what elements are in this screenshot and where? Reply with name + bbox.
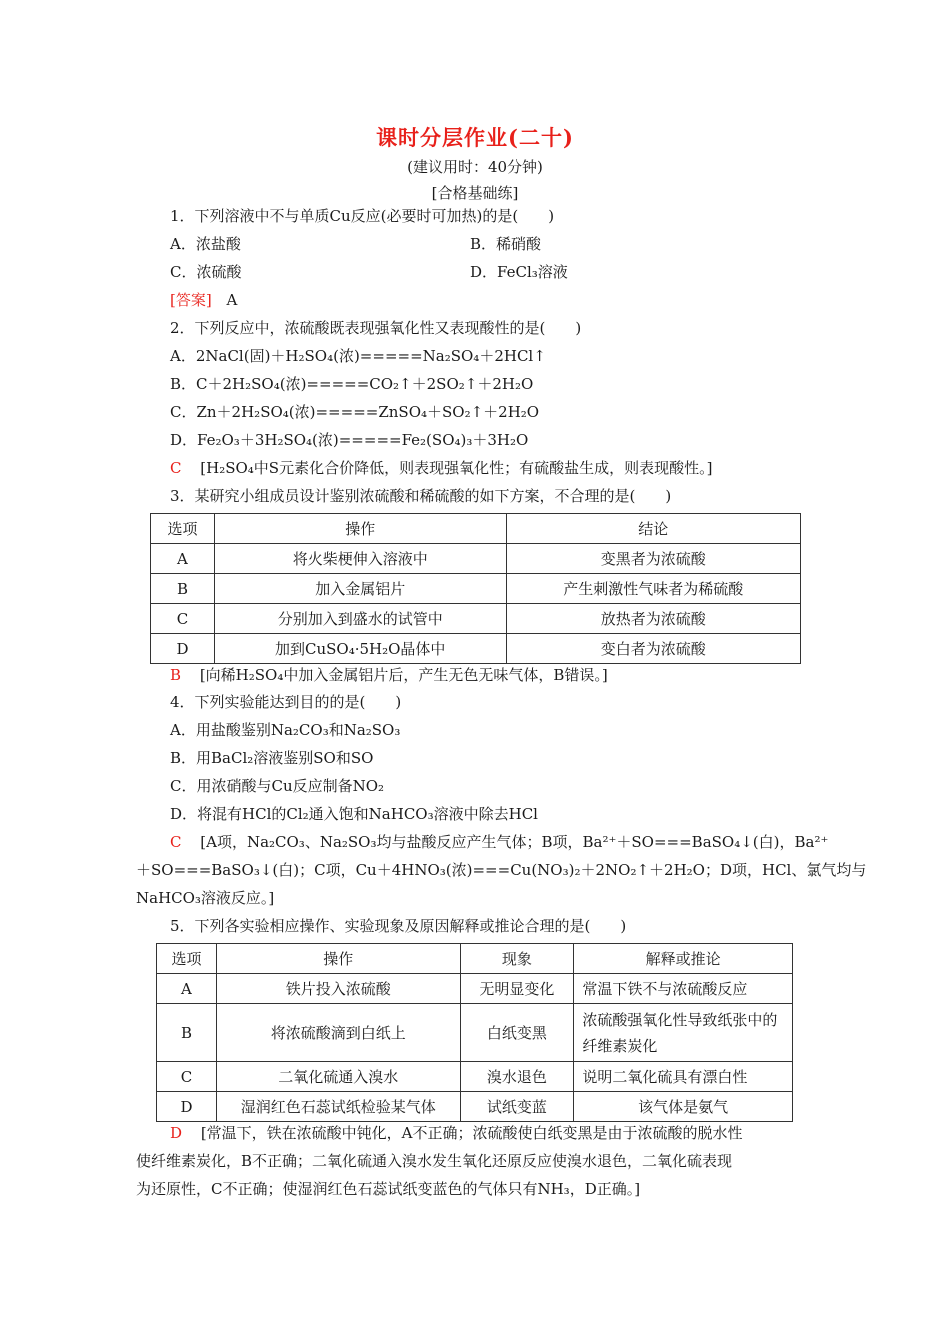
section-label: [合格基础练]: [431, 184, 519, 202]
q2-option-d: D．Fe₂O₃＋3H₂SO₄(浓)=====Fe₂(SO₄)₃＋3H₂O: [170, 431, 529, 449]
q1-stem: 1．下列溶液中不与单质Cu反应(必要时可加热)的是( ): [170, 207, 555, 225]
table-cell: D: [157, 1092, 217, 1122]
table-cell: B: [151, 574, 215, 604]
q4-answer: C: [170, 833, 182, 851]
q4-explanation-3: NaHCO₃溶液反应。]: [136, 889, 275, 907]
q1-option-b: B．稀硝酸: [470, 235, 542, 253]
table-cell: 说明二氧化硫具有漂白性: [574, 1062, 793, 1092]
q5-explanation-2: 使纤维素炭化，B不正确；二氧化硫通入溴水发生氧化还原反应使溴水退色，二氧化硫表现: [136, 1152, 733, 1170]
q5-stem: 5．下列各实验相应操作、实验现象及原因解释或推论合理的是( ): [170, 917, 627, 935]
table-row: [151, 634, 801, 664]
table-cell: D: [151, 634, 215, 664]
q3-header-conclusion: 结论: [506, 514, 800, 544]
q5-header-explanation: 解释或推论: [574, 944, 793, 974]
q3-stem: 3．某研究小组成员设计鉴别浓硫酸和稀硫酸的如下方案，不合理的是( ): [170, 487, 672, 505]
q2-option-c: C．Zn＋2H₂SO₄(浓)=====ZnSO₄＋SO₂↑＋2H₂O: [170, 403, 540, 421]
q3-answer-line: [170, 665, 608, 685]
q1-option-a: A．浓盐酸: [170, 235, 241, 253]
table-cell: A: [157, 974, 217, 1004]
table-cell: B: [157, 1004, 217, 1062]
q1-answer: A: [226, 291, 238, 309]
table-row: [151, 574, 801, 604]
table-cell: 产生刺激性气味者为稀硫酸: [506, 574, 800, 604]
table-cell: 常温下铁不与浓硫酸反应: [574, 974, 793, 1004]
table-cell: 加到CuSO₄·5H₂O晶体中: [214, 634, 506, 664]
table-row: [157, 1092, 793, 1122]
q4-option-d: D．将混有HCl的Cl₂通入饱和NaHCO₃溶液中除去HCl: [170, 805, 538, 823]
q5-header-operation: 操作: [216, 944, 460, 974]
q3-header-operation: 操作: [214, 514, 506, 544]
q2-option-a: A．2NaCl(固)＋H₂SO₄(浓)=====Na₂SO₄＋2HCl↑: [170, 347, 546, 365]
q3-header-option: 选项: [151, 514, 215, 544]
table-cell: C: [157, 1062, 217, 1092]
q1-option-d: D．FeCl₃溶液: [470, 263, 568, 281]
q4-answer-line: [170, 832, 828, 852]
table-cell: 试纸变蓝: [460, 1092, 574, 1122]
table-cell: 分别加入到盛水的试管中: [214, 604, 506, 634]
table-cell: 将浓硫酸滴到白纸上: [216, 1004, 460, 1062]
table-cell: A: [151, 544, 215, 574]
time-hint: (建议用时：40分钟): [407, 158, 543, 176]
q5-explanation-1: [常温下，铁在浓硫酸中钝化，A不正确；浓硫酸使白纸变黑是由于浓硫酸的脱水性: [200, 1124, 743, 1142]
q4-option-b: B．用BaCl₂溶液鉴别SO和SO: [170, 749, 374, 767]
q5-header-option: 选项: [157, 944, 217, 974]
table-row: [157, 974, 793, 1004]
table-row: [157, 1062, 793, 1092]
table-cell: 铁片投入浓硫酸: [216, 974, 460, 1004]
q3-header-row: [151, 514, 801, 544]
table-cell: 无明显变化: [460, 974, 574, 1004]
table-cell: 二氧化硫通入溴水: [216, 1062, 460, 1092]
q2-explanation: [H₂SO₄中S元素化合价降低，则表现强氧化性；有硫酸盐生成，则表现酸性。]: [200, 459, 713, 477]
q4-explanation-1: [A项，Na₂CO₃、Na₂SO₃均与盐酸反应产生气体；B项，Ba²⁺＋SO===BaSO₄↓(白)，Ba²⁺: [200, 833, 829, 851]
q2-stem: 2．下列反应中，浓硫酸既表现强氧化性又表现酸性的是( ): [170, 319, 582, 337]
table-cell: C: [151, 604, 215, 634]
q4-explanation-2: ＋SO===BaSO₃↓(白)；C项，Cu＋4HNO₃(浓)===Cu(NO₃)₂＋2NO₂↑＋2H₂O；D项，HCl、氯气均与: [136, 861, 867, 879]
q5-answer: D: [170, 1124, 183, 1142]
q2-option-b: B．C＋2H₂SO₄(浓)=====CO₂↑＋2SO₂↑＋2H₂O: [170, 375, 534, 393]
table-cell: 该气体是氨气: [574, 1092, 793, 1122]
q5-header-phenomenon: 现象: [460, 944, 574, 974]
table-row: [151, 544, 801, 574]
q3-table: [150, 513, 801, 664]
q3-explanation: [向稀H₂SO₄中加入金属铝片后，产生无色无味气体，B错误。]: [199, 666, 608, 684]
table-cell: 放热者为浓硫酸: [506, 604, 800, 634]
q1-option-c: C．浓硫酸: [170, 263, 242, 281]
q5-header-row: [157, 944, 793, 974]
page-title: 课时分层作业(二十): [376, 125, 574, 150]
table-row: [151, 604, 801, 634]
table-row: [157, 1004, 793, 1062]
q5-table: [156, 943, 793, 1122]
q1-answer-line: [170, 290, 237, 310]
q2-answer-line: [170, 458, 712, 478]
q1-answer-tag: [答案]: [170, 291, 212, 309]
table-cell: 加入金属铝片: [214, 574, 506, 604]
table-cell: 浓硫酸强氧化性导致纸张中的纤维素炭化: [574, 1004, 793, 1062]
table-cell: 变黑者为浓硫酸: [506, 544, 800, 574]
q4-stem: 4．下列实验能达到目的的是( ): [170, 693, 402, 711]
q5-answer-line: [170, 1123, 743, 1143]
table-cell: 变白者为浓硫酸: [506, 634, 800, 664]
table-cell: 湿润红色石蕊试纸检验某气体: [216, 1092, 460, 1122]
q4-option-a: A．用盐酸鉴别Na₂CO₃和Na₂SO₃: [170, 721, 401, 739]
q5-explanation-3: 为还原性，C不正确；使湿润红色石蕊试纸变蓝色的气体只有NH₃，D正确。]: [136, 1180, 641, 1198]
table-cell: 溴水退色: [460, 1062, 574, 1092]
table-cell: 白纸变黑: [460, 1004, 574, 1062]
q4-option-c: C．用浓硝酸与Cu反应制备NO₂: [170, 777, 385, 795]
table-cell: 将火柴梗伸入溶液中: [214, 544, 506, 574]
q3-answer: B: [170, 666, 182, 684]
q2-answer: C: [170, 459, 182, 477]
